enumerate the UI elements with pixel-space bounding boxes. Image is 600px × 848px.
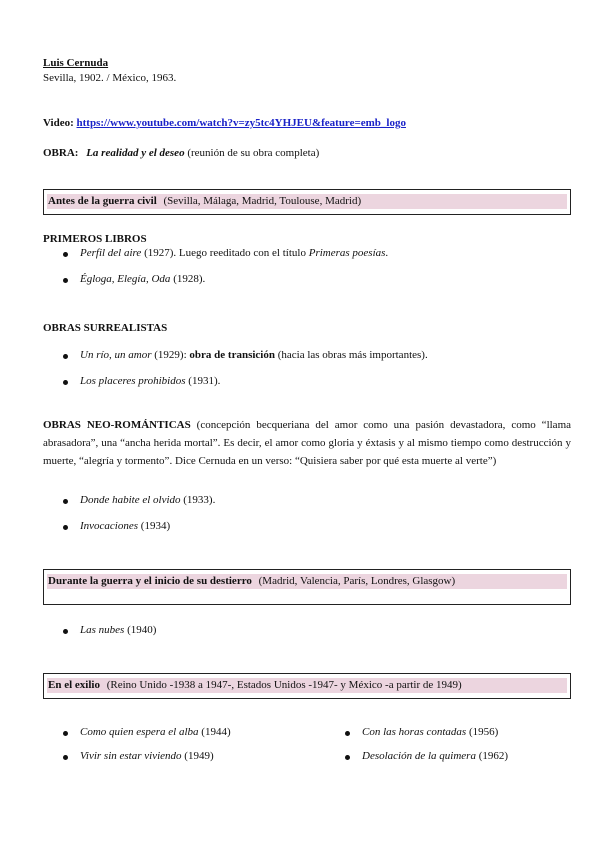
book-emphasis: obra de transición — [189, 349, 275, 361]
neoromanticas-paragraph — [43, 416, 571, 470]
book-title: Donde habite el olvido — [80, 494, 181, 506]
bullet-icon — [345, 731, 350, 736]
book-note: (1956) — [466, 726, 499, 738]
book-note: (1929): — [151, 349, 190, 361]
video-label: Video: — [43, 117, 74, 129]
bullet-icon — [63, 252, 68, 257]
book-note: (1931). — [185, 375, 221, 387]
list-item — [80, 494, 215, 506]
video-line — [43, 117, 406, 129]
book-title: Desolación de la quimera — [362, 750, 476, 762]
book-title: Un río, un amor — [80, 349, 152, 361]
book-note: (1949) — [181, 750, 214, 762]
section-places: (Reino Unido -1938 a 1947-, Estados Unidos -1947- y México -a partir de 1949) — [106, 679, 462, 691]
section-box-exilio — [43, 673, 571, 699]
obra-label: OBRA: — [43, 147, 79, 159]
section-box-durante — [43, 569, 571, 605]
bullet-icon — [63, 354, 68, 359]
book-title: Las nubes — [80, 624, 125, 636]
book-title: Vivir sin estar viviendo — [80, 750, 182, 762]
book-title: Égloga, Elegía, Oda — [80, 273, 171, 285]
list-item — [80, 624, 156, 636]
video-link[interactable]: https://www.youtube.com/watch?v=zy5tc4YHJEU&feature=emb_logo — [76, 117, 406, 129]
section-title: En el exilio — [48, 679, 100, 691]
bullet-icon — [63, 278, 68, 283]
list-item — [80, 349, 428, 361]
book-note: (hacia las obras más importantes). — [274, 349, 428, 361]
book-title: Perfil del aire — [80, 247, 142, 259]
list-item — [362, 726, 498, 738]
primeros-heading: PRIMEROS LIBROS — [43, 233, 147, 245]
bullet-icon — [63, 629, 68, 634]
section-heading-durante — [48, 575, 455, 587]
section-heading-antes — [48, 195, 361, 207]
book-note: (1940) — [124, 624, 157, 636]
book-title: Los placeres prohibidos — [80, 375, 186, 387]
list-item — [80, 726, 231, 738]
list-item — [80, 247, 388, 259]
list-item — [80, 273, 205, 285]
list-item — [362, 750, 508, 762]
bullet-icon — [63, 380, 68, 385]
author-dates: Sevilla, 1902. / México, 1963. — [43, 72, 177, 84]
neoromanticas-heading: OBRAS NEO-ROMÁNTICAS — [43, 419, 191, 431]
book-title: Primeras poesías — [308, 247, 386, 259]
bullet-icon — [63, 525, 68, 530]
obra-title: La realidad y el deseo — [86, 147, 185, 159]
section-title: Antes de la guerra civil — [48, 195, 157, 207]
book-note: (1934) — [138, 520, 171, 532]
book-title: Como quien espera el alba — [80, 726, 199, 738]
book-title: Con las horas contadas — [362, 726, 467, 738]
book-note: (1962) — [475, 750, 509, 762]
book-note: (1944) — [198, 726, 231, 738]
book-title: Invocaciones — [80, 520, 139, 532]
bullet-icon — [63, 499, 68, 504]
obra-note: (reunión de su obra completa) — [187, 147, 320, 159]
section-title: Durante la guerra y el inicio de su destierro — [48, 575, 252, 587]
bullet-icon — [63, 731, 68, 736]
book-note: (1928). — [170, 273, 206, 285]
obra-line — [43, 147, 319, 159]
section-box-antes — [43, 189, 571, 215]
book-note: (1933). — [180, 494, 216, 506]
neoromanticas-text: (concepción becqueriana del amor como una pasión devastadora, como “llama abrasadora”, una “ancha herida mortal”. Es decir, el amor como gloria y éxtasis y al mismo tiempo como destrucción y muerte, “alegría y tormento”. Dice Cernuda en un verso: “Quisiera saber por qué esta muerte al verte”) — [43, 419, 572, 467]
surrealistas-heading: OBRAS SURREALISTAS — [43, 322, 168, 334]
section-places: (Madrid, Valencia, París, Londres, Glasgow) — [258, 575, 456, 587]
section-places: (Sevilla, Málaga, Madrid, Toulouse, Madrid) — [163, 195, 362, 207]
list-item — [80, 520, 170, 532]
bullet-icon — [63, 755, 68, 760]
author-name: Luis Cernuda — [43, 57, 109, 69]
book-note: (1927). Luego reeditado con el título — [141, 247, 309, 259]
section-heading-exilio — [48, 679, 462, 691]
bullet-icon — [345, 755, 350, 760]
list-item — [80, 750, 214, 762]
book-note: . — [385, 247, 389, 259]
list-item — [80, 375, 220, 387]
